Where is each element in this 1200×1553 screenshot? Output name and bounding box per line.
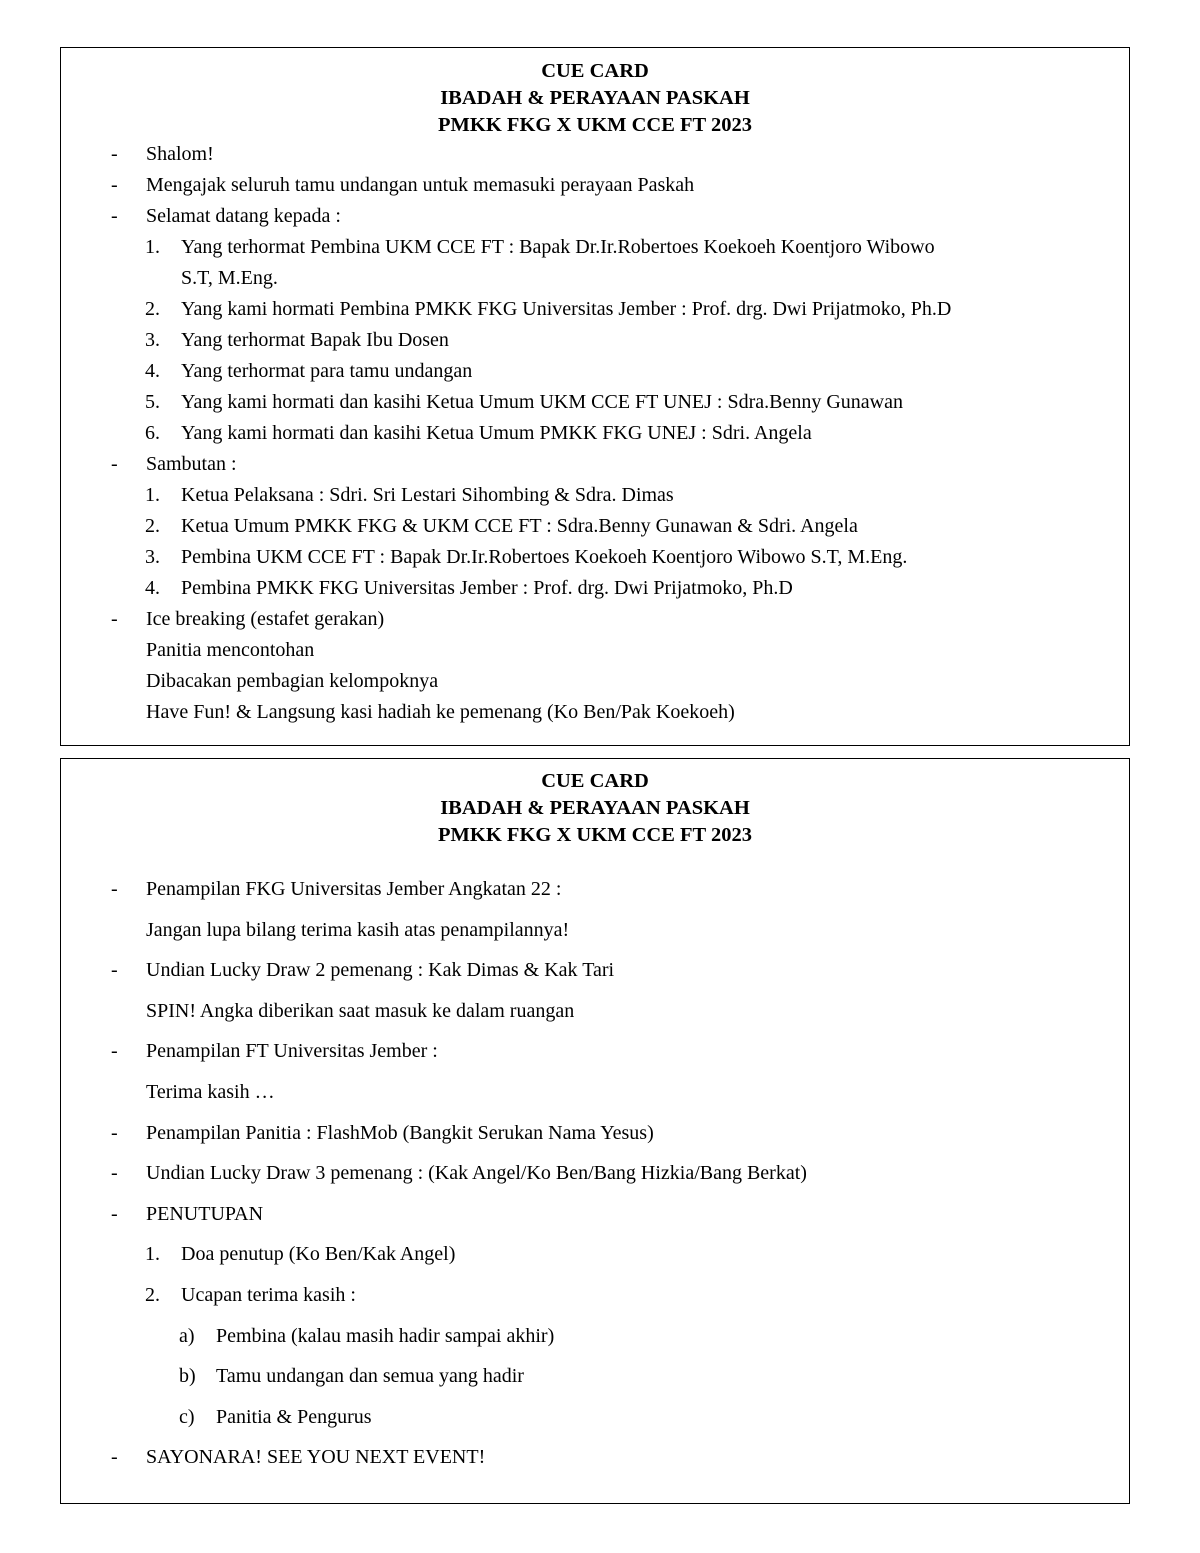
list-item xyxy=(61,511,1129,542)
list-marker: 3. xyxy=(145,329,160,351)
card-title: CUE CARD xyxy=(541,770,649,792)
list-item-text: Shalom! xyxy=(146,143,214,165)
list-item-text: SPIN! Angka diberikan saat masuk ke dalam ruangan xyxy=(146,999,575,1022)
list-item xyxy=(61,139,1129,170)
list-item xyxy=(61,1437,1129,1478)
bullet-dash: - xyxy=(111,878,118,900)
list-item-text: Jangan lupa bilang terima kasih atas penampilannya! xyxy=(146,918,570,941)
list-marker: 2. xyxy=(145,1283,160,1306)
list-item xyxy=(61,573,1129,604)
list-item-text: Sambutan : xyxy=(146,453,237,475)
list-marker: 3. xyxy=(145,546,160,568)
list-item-text: Tamu undangan dan semua yang hadir xyxy=(216,1365,524,1388)
list-item xyxy=(61,1397,1129,1438)
bullet-dash: - xyxy=(111,1446,118,1469)
card-subtitle: IBADAH & PERAYAAN PASKAH xyxy=(440,797,750,819)
cue-card-1 xyxy=(60,47,1130,746)
list-item-text: Terima kasih … xyxy=(146,1080,275,1103)
list-marker: 2. xyxy=(145,298,160,320)
list-item-text: Yang kami hormati dan kasihi Ketua Umum UKM CCE FT UNEJ : Sdra.Benny Gunawan xyxy=(181,391,903,413)
list-item xyxy=(61,869,1129,910)
list-item-text: Pembina PMKK FKG Universitas Jember : Prof. drg. Dwi Prijatmoko, Ph.D xyxy=(181,577,793,599)
list-item xyxy=(61,449,1129,480)
list-item xyxy=(61,1072,1129,1113)
bullet-dash: - xyxy=(111,143,118,165)
bullet-dash: - xyxy=(111,1121,118,1144)
list-item-text: Yang kami hormati Pembina PMKK FKG Universitas Jember : Prof. drg. Dwi Prijatmoko, Ph.D xyxy=(181,298,952,320)
list-item xyxy=(61,950,1129,991)
list-item-text: PENUTUPAN xyxy=(146,1202,264,1225)
list-item xyxy=(61,418,1129,449)
list-item xyxy=(61,387,1129,418)
card-org: PMKK FKG X UKM CCE FT 2023 xyxy=(438,114,752,136)
card-body xyxy=(61,139,1129,728)
list-marker: c) xyxy=(179,1405,195,1428)
list-item xyxy=(61,232,1129,263)
list-item-text: Ketua Pelaksana : Sdri. Sri Lestari Sihombing & Sdra. Dimas xyxy=(181,484,674,506)
bullet-dash: - xyxy=(111,205,118,227)
list-item xyxy=(61,910,1129,951)
list-item-text: Have Fun! & Langsung kasi hadiah ke pemenang (Ko Ben/Pak Koekoeh) xyxy=(146,701,735,723)
list-item-text: Yang kami hormati dan kasihi Ketua Umum PMKK FKG UNEJ : Sdri. Angela xyxy=(181,422,812,444)
list-marker: a) xyxy=(179,1324,195,1347)
list-item-text: S.T, M.Eng. xyxy=(181,267,278,289)
list-item xyxy=(61,1153,1129,1194)
list-marker: 6. xyxy=(145,422,160,444)
list-item-text: Selamat datang kepada : xyxy=(146,205,341,227)
list-marker: 4. xyxy=(145,577,160,599)
list-item xyxy=(61,1316,1129,1357)
list-item-text: Doa penutup (Ko Ben/Kak Angel) xyxy=(181,1243,456,1266)
list-marker: 4. xyxy=(145,360,160,382)
list-item xyxy=(61,604,1129,635)
list-item xyxy=(61,294,1129,325)
list-marker: b) xyxy=(179,1365,196,1388)
bullet-dash: - xyxy=(111,959,118,982)
list-item-text: Undian Lucky Draw 2 pemenang : Kak Dimas & Kak Tari xyxy=(146,959,615,982)
list-item-text: Penampilan FKG Universitas Jember Angkatan 22 : xyxy=(146,878,562,900)
list-item-text: Ucapan terima kasih : xyxy=(181,1283,356,1306)
list-item-text: Penampilan FT Universitas Jember : xyxy=(146,1040,438,1063)
list-item xyxy=(61,697,1129,728)
card-subtitle: IBADAH & PERAYAAN PASKAH xyxy=(440,87,750,109)
bullet-dash: - xyxy=(111,174,118,196)
card-org: PMKK FKG X UKM CCE FT 2023 xyxy=(438,824,752,846)
list-item-text: Pembina UKM CCE FT : Bapak Dr.Ir.Robertoes Koekoeh Koentjoro Wibowo S.T, M.Eng. xyxy=(181,546,908,568)
bullet-dash: - xyxy=(111,1162,118,1185)
list-marker: 2. xyxy=(145,515,160,537)
bullet-dash: - xyxy=(111,1040,118,1063)
list-item xyxy=(61,1356,1129,1397)
list-item xyxy=(61,1234,1129,1275)
list-item-text: Yang terhormat Bapak Ibu Dosen xyxy=(181,329,449,351)
list-item xyxy=(61,201,1129,232)
card-header xyxy=(61,759,1129,849)
list-item xyxy=(61,1194,1129,1235)
bullet-dash: - xyxy=(111,608,118,630)
list-item-text: Penampilan Panitia : FlashMob (Bangkit Serukan Nama Yesus) xyxy=(146,1121,654,1144)
bullet-dash: - xyxy=(111,453,118,475)
list-item xyxy=(61,480,1129,511)
card-title: CUE CARD xyxy=(541,60,649,82)
list-item-text: SAYONARA! SEE YOU NEXT EVENT! xyxy=(146,1446,486,1469)
list-item xyxy=(61,325,1129,356)
list-item-text: Mengajak seluruh tamu undangan untuk memasuki perayaan Paskah xyxy=(146,174,695,196)
list-item-text: Dibacakan pembagian kelompoknya xyxy=(146,670,439,692)
list-item xyxy=(61,356,1129,387)
list-item xyxy=(61,666,1129,697)
list-marker: 1. xyxy=(145,236,160,258)
list-marker: 5. xyxy=(145,391,160,413)
list-item-text: Panitia & Pengurus xyxy=(216,1405,372,1428)
card-body xyxy=(61,869,1129,1478)
list-item-text: Panitia mencontohan xyxy=(146,639,315,661)
list-item-text: Pembina (kalau masih hadir sampai akhir) xyxy=(216,1324,555,1347)
list-item xyxy=(61,1113,1129,1154)
list-item-text: Ketua Umum PMKK FKG & UKM CCE FT : Sdra.Benny Gunawan & Sdri. Angela xyxy=(181,515,858,537)
list-item-text: Undian Lucky Draw 3 pemenang : (Kak Angel/Ko Ben/Bang Hizkia/Bang Berkat) xyxy=(146,1162,807,1185)
list-item xyxy=(61,170,1129,201)
list-item-text: Yang terhormat Pembina UKM CCE FT : Bapak Dr.Ir.Robertoes Koekoeh Koentjoro Wibowo xyxy=(181,236,935,258)
list-item-text: Ice breaking (estafet gerakan) xyxy=(146,608,385,630)
card-header xyxy=(61,48,1129,139)
bullet-dash: - xyxy=(111,1202,118,1225)
list-item xyxy=(61,263,1129,294)
cue-card-2 xyxy=(60,758,1130,1504)
list-marker: 1. xyxy=(145,1243,160,1266)
list-item xyxy=(61,542,1129,573)
list-item xyxy=(61,635,1129,666)
list-item xyxy=(61,991,1129,1032)
list-marker: 1. xyxy=(145,484,160,506)
list-item xyxy=(61,1031,1129,1072)
list-item xyxy=(61,1275,1129,1316)
list-item-text: Yang terhormat para tamu undangan xyxy=(181,360,473,382)
